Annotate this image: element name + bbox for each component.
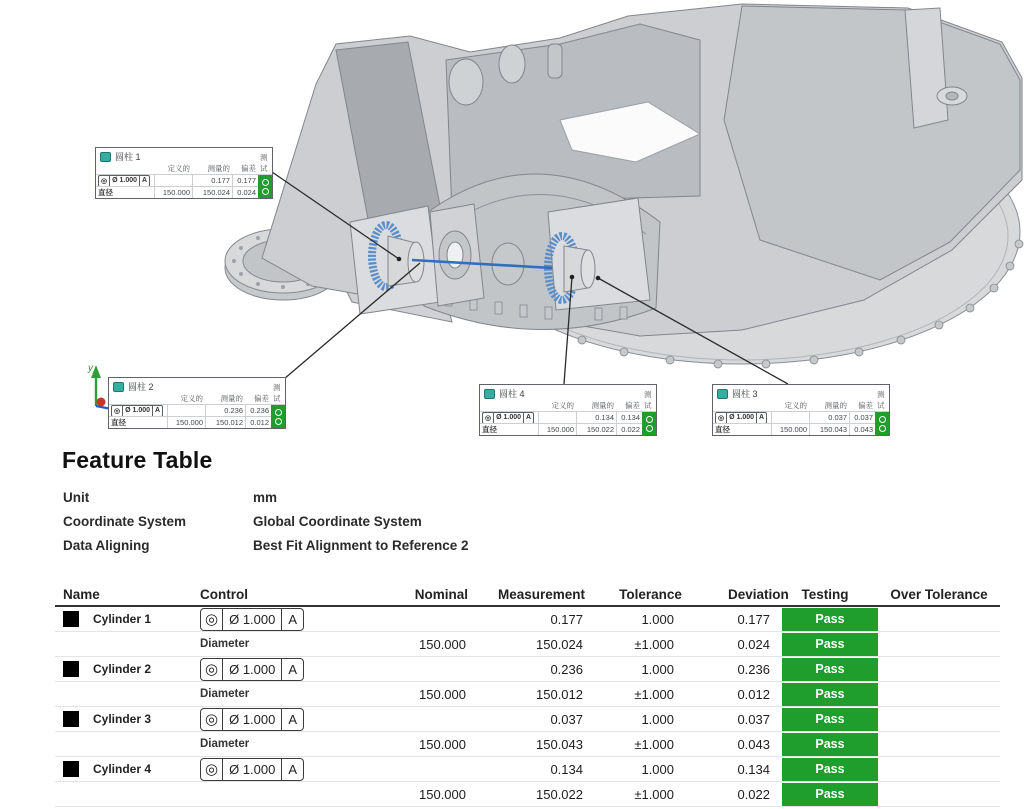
feature-color-swatch — [63, 711, 79, 727]
cell-diameter-label: Diameter — [200, 638, 250, 650]
cell-deviation: 0.134 — [737, 761, 770, 777]
table-row-diameter — [55, 782, 1000, 807]
status-badge: Pass — [782, 658, 878, 681]
page-title: Feature Table — [62, 447, 213, 473]
test-pass-indicator — [642, 411, 656, 435]
col-over-tolerance: Over Tolerance — [890, 586, 988, 602]
diameter-label: 直径 — [109, 416, 167, 428]
meta-value-unit: mm — [253, 490, 278, 505]
feature-name: Cylinder 1 — [93, 612, 152, 626]
table-row-diameter — [55, 682, 1000, 707]
cell-deviation: 0.177 — [737, 611, 770, 627]
gdt-frame: ◎ Ø 1.000 A — [482, 412, 534, 424]
table-row-gdt — [55, 757, 1000, 782]
callout-cylinder-4[interactable]: 圆柱 4 定义的 测量的 偏差 测试 ◎ Ø 1.000 A 0.134 0.134 直径 150.000 150.022 0.022 — [479, 384, 657, 436]
meta-label-data-aligning: Data Aligning — [63, 538, 150, 553]
cell-measurement: 150.022 — [536, 786, 583, 802]
test-pass-indicator — [258, 174, 272, 198]
report-meta — [63, 490, 469, 553]
dia-measured: 150.022 — [576, 423, 616, 435]
col-nominal: Nominal — [414, 586, 468, 602]
cell-measurement: 0.236 — [550, 661, 583, 677]
col-testing: Testing — [801, 586, 849, 602]
status-badge: Pass — [782, 708, 878, 731]
cell-diameter-label: Diameter — [200, 688, 250, 700]
status-badge: Pass — [782, 733, 878, 756]
meta-label-unit: Unit — [63, 490, 90, 505]
gdt-deviation: 0.177 — [232, 174, 258, 186]
feature-table — [55, 583, 1000, 807]
feature-name: Cylinder 4 — [93, 762, 152, 776]
col-name: Name — [63, 586, 100, 602]
cell-diameter-label: Diameter — [200, 738, 250, 750]
cell-measurement: 0.134 — [550, 761, 583, 777]
cell-deviation: 0.024 — [737, 636, 770, 652]
cylinder-icon — [113, 382, 124, 392]
dia-nominal: 150.000 — [538, 423, 576, 435]
cell-tolerance: ±1.000 — [634, 736, 674, 752]
col-control: Control — [200, 586, 248, 602]
bearing-right — [548, 198, 650, 310]
callout-title: 圆柱 3 — [732, 389, 758, 399]
feature-color-swatch — [63, 661, 79, 677]
cell-tolerance: 1.000 — [641, 611, 674, 627]
gdt-control-frame: ◎ Ø 1.000 A — [200, 608, 304, 631]
gdt-deviation: 0.134 — [616, 411, 642, 423]
status-badge: Pass — [782, 608, 878, 631]
cell-measurement: 150.024 — [536, 636, 583, 652]
gdt-measured: 0.177 — [192, 174, 232, 186]
table-row-diameter — [55, 732, 1000, 757]
cell-nominal: 150.000 — [419, 736, 466, 752]
diameter-label: 直径 — [96, 186, 154, 198]
feature-color-swatch — [63, 761, 79, 777]
gdt-measured: 0.134 — [576, 411, 616, 423]
callout-cylinder-3[interactable]: 圆柱 3 定义的 测量的 偏差 测试 ◎ Ø 1.000 A 0.037 0.037 直径 150.000 150.043 0.043 — [712, 384, 890, 436]
gdt-control-frame: ◎ Ø 1.000 A — [200, 658, 304, 681]
callout-col-measured: 测量的 — [207, 164, 230, 173]
gdt-frame: ◎ Ø 1.000 A — [111, 405, 163, 417]
table-row-diameter — [55, 632, 1000, 657]
cell-measurement: 150.043 — [536, 736, 583, 752]
feature-name: Cylinder 2 — [93, 662, 152, 676]
col-deviation: Deviation — [728, 586, 789, 602]
table-row-gdt — [55, 607, 1000, 632]
cell-deviation: 0.236 — [737, 661, 770, 677]
dia-measured: 150.024 — [192, 186, 232, 198]
cell-tolerance: ±1.000 — [634, 686, 674, 702]
col-tolerance: Tolerance — [619, 586, 682, 602]
cell-tolerance: 1.000 — [641, 711, 674, 727]
dia-deviation: 0.043 — [849, 423, 875, 435]
cylinder-icon — [717, 389, 728, 399]
gdt-measured: 0.037 — [809, 411, 849, 423]
cell-nominal: 150.000 — [419, 686, 466, 702]
cell-tolerance: 1.000 — [641, 761, 674, 777]
dia-nominal: 150.000 — [154, 186, 192, 198]
test-pass-indicator — [271, 404, 285, 428]
feature-color-swatch — [63, 611, 79, 627]
axis-y-label: y — [88, 363, 93, 374]
gdt-control-frame: ◎ Ø 1.000 A — [200, 708, 304, 731]
cell-deviation: 0.043 — [737, 736, 770, 752]
diameter-label: 直径 — [480, 423, 538, 435]
status-badge: Pass — [782, 683, 878, 706]
cylinder-icon — [100, 152, 111, 162]
test-pass-indicator — [875, 411, 889, 435]
feature-name: Cylinder 3 — [93, 712, 152, 726]
callout-title: 圆柱 2 — [128, 382, 154, 392]
gdt-frame: ◎ Ø 1.000 A — [715, 412, 767, 424]
dia-measured: 150.012 — [205, 416, 245, 428]
cell-measurement: 0.037 — [550, 711, 583, 727]
table-row-gdt — [55, 707, 1000, 732]
status-badge: Pass — [782, 783, 878, 806]
callout-cylinder-2[interactable]: 圆柱 2 定义的 测量的 偏差 测试 ◎ Ø 1.000 A 0.236 0.236 直径 150.000 150.012 0.012 — [108, 377, 286, 429]
cell-nominal: 150.000 — [419, 786, 466, 802]
meta-label-coordinate-system: Coordinate System — [63, 514, 187, 529]
gdt-measured: 0.236 — [205, 404, 245, 416]
table-header-row — [55, 583, 1000, 607]
cell-tolerance: ±1.000 — [634, 786, 674, 802]
status-badge: Pass — [782, 758, 878, 781]
cell-measurement: 0.177 — [550, 611, 583, 627]
col-measurement: Measurement — [497, 586, 585, 602]
dia-deviation: 0.022 — [616, 423, 642, 435]
callout-col-nominal: 定义的 — [167, 164, 190, 173]
dia-deviation: 0.024 — [232, 186, 258, 198]
cell-deviation: 0.012 — [737, 686, 770, 702]
cell-deviation: 0.022 — [737, 786, 770, 802]
cell-measurement: 150.012 — [536, 686, 583, 702]
callout-title: 圆柱 1 — [115, 152, 141, 162]
table-row-gdt — [55, 657, 1000, 682]
cell-tolerance: ±1.000 — [634, 636, 674, 652]
callout-title: 圆柱 4 — [499, 389, 525, 399]
cylinder-icon — [484, 389, 495, 399]
callout-col-test: 测试 — [260, 153, 268, 173]
gdt-deviation: 0.037 — [849, 411, 875, 423]
meta-value-coordinate-system: Global Coordinate System — [253, 514, 422, 529]
gdt-frame: ◎ Ø 1.000 A — [98, 175, 150, 187]
gdt-deviation: 0.236 — [245, 404, 271, 416]
dia-nominal: 150.000 — [771, 423, 809, 435]
cell-deviation: 0.037 — [737, 711, 770, 727]
dia-nominal: 150.000 — [167, 416, 205, 428]
callout-col-deviation: 偏差 — [241, 164, 256, 173]
cell-tolerance: 1.000 — [641, 661, 674, 677]
diameter-label: 直径 — [713, 423, 771, 435]
gdt-control-frame: ◎ Ø 1.000 A — [200, 758, 304, 781]
meta-value-data-aligning: Best Fit Alignment to Reference 2 — [253, 538, 469, 553]
status-badge: Pass — [782, 633, 878, 656]
cell-nominal: 150.000 — [419, 636, 466, 652]
callout-cylinder-1[interactable] — [95, 147, 273, 199]
dia-deviation: 0.012 — [245, 416, 271, 428]
dia-measured: 150.043 — [809, 423, 849, 435]
